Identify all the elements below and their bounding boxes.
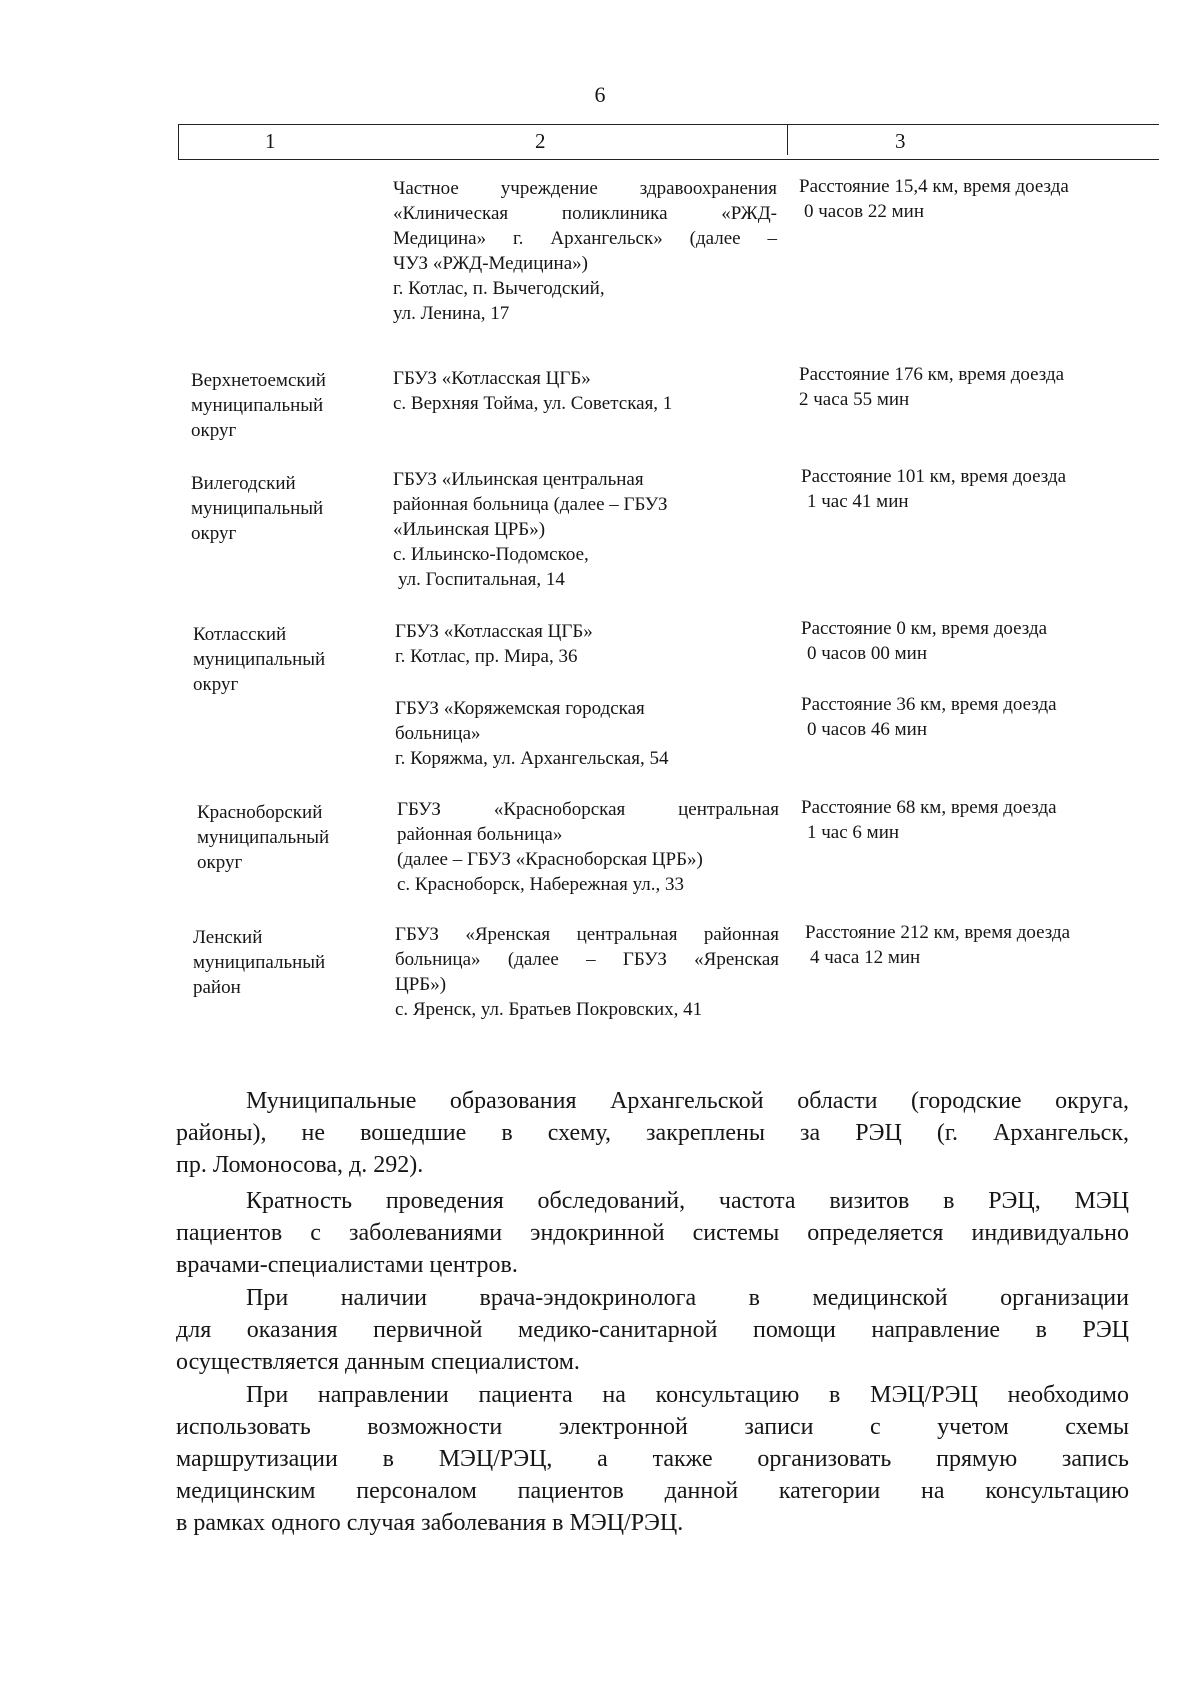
table-row-org-name: ГБУЗ «Коряжемская городская больница» г. Коряжма, ул. Архангельская, 54 [395,698,669,769]
table-row-district: Котласский муниципальный округ [193,624,326,695]
column-divider [787,125,788,155]
table-row-route: Расстояние 212 км, время доезда 4 часа 12 мин [805,922,1071,968]
table-row-org-name: ГБУЗ «Яренская центральная районная больница» (далее – ГБУЗ «Яренская ЦРБ») с. Яренск, ул. Братьев Покровских, 41 [395,924,779,1020]
table-row-district: Вилегодский муниципальный округ [191,473,324,544]
column-number-2: 2 [535,129,546,153]
table-row-district: Красноборский муниципальный округ [197,802,330,873]
table-row-route: Расстояние 101 км, время доезда 1 час 41 мин [801,466,1067,512]
table-row-org-name: ГБУЗ «Ильинская центральная районная больница (далее – ГБУЗ «Ильинская ЦРБ») с. Ильинско-Подомское, ул. Госпитальная, 14 [393,469,668,590]
body-paragraph: Муниципальные образования Архангельской области (городские округа, районы), не вошедшие в схему, закреплены за РЭЦ (г. Архангельск, пр. Ломоносова, д. 292). [176,1088,1129,1178]
table-row-route: Расстояние 15,4 км, время доезда 0 часов 22 мин [799,176,1069,222]
body-paragraph: При наличии врача-эндокринолога в медицинской организации для оказания первичной медико-санитарной помощи направление в РЭЦ осуществляется данным специалистом. [176,1285,1129,1375]
body-paragraph: Кратность проведения обследований, частота визитов в РЭЦ, МЭЦ пациентов с заболеваниями эндокринной системы определяется индивидуально врачами-специалистами центров. [176,1188,1129,1278]
table-row-org-name: ГБУЗ «Красноборская центральная районная больница» (далее – ГБУЗ «Красноборская ЦРБ») с. Красноборск, Набережная ул., 33 [397,799,779,895]
table-row-org-name: ГБУЗ «Котласская ЦГБ» с. Верхняя Тойма, ул. Советская, 1 [393,368,673,414]
column-number-3: 3 [895,129,906,153]
table-row-district: Верхнетоемский муниципальный округ [191,370,326,441]
table-row-route: Расстояние 0 км, время доезда 0 часов 00 мин [801,618,1048,664]
table-row-org-name: Частное учреждение здравоохранения «Клиническая поликлиника «РЖД- Медицина» г. Архангельск» (далее – ЧУЗ «РЖД-Медицина») г. Котлас, п. Вычегодский, ул. Ленина, 17 [393,178,777,324]
body-paragraph: При направлении пациента на консультацию в МЭЦ/РЭЦ необходимо использовать возможности электронной записи с учетом схемы маршрутизации в МЭЦ/РЭЦ, а также организовать прямую запись медицинским персоналом пациентов данной категории на консультацию в рамках одного случая заболевания в МЭЦ/РЭЦ. [176,1382,1129,1536]
column-number-1: 1 [265,129,276,153]
table-row-district: Ленский муниципальный район [193,927,326,998]
page-number: 6 [594,82,606,107]
table-row-route: Расстояние 36 км, время доезда 0 часов 46 мин [801,694,1057,740]
table-column-header [178,124,1159,160]
table-row-route: Расстояние 176 км, время доезда 2 часа 55 мин [799,364,1065,410]
table-row-route: Расстояние 68 км, время доезда 1 час 6 мин [801,797,1057,843]
table-row-org-name: ГБУЗ «Котласская ЦГБ» г. Котлас, пр. Мира, 36 [395,621,593,667]
